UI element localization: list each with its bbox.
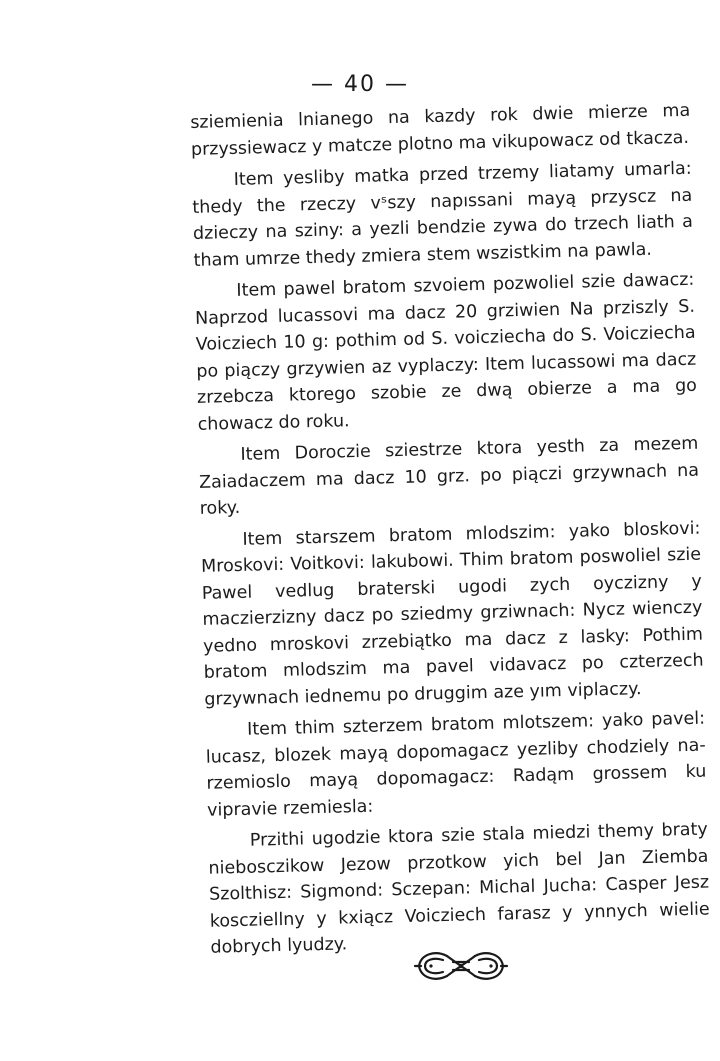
paragraph: Item thim szterzem bratom mlotszem: yako pavel: lucasz, blozek mayą dopomagacz yezliby chodziely narzemioslo mayą dopomagacz: Radąm grossem ku vipravie rzemiesla: xyxy=(205,708,707,821)
body-text xyxy=(190,98,711,966)
paragraph: Item yesliby matka przed trzemy liatamy umarla: thedy the rzeczy vˢszy napıssani mayą przyscz na dzieczy na sziny: a yezli bendzie zywa do trzech liath a tham umrze thedy zmiera stem wszistkim na pawla. xyxy=(192,158,694,271)
page-number: — 40 — xyxy=(311,72,409,97)
paragraph: Item starszem bratom mlodszim: yako bloskovi: Mroskovi: Voitkovi: lakubowi. Thim bratom poswoliel szie Pawel vedlug braterski ugodi zych oyczizny y maczierzizny dacz po sziedmy grziwnach: Nycz wienczy yedno mroskovi zrzebiątko ma dacz z lasky: Pothim bratom mlodszim ma pavel vidavacz po czterzech grzywnach iednemu po druggim aze yım viplaczy. xyxy=(200,518,704,710)
paragraph: sziemienia lnianego na kazdy rok dwie mierze ma przyssiewacz y matcze plotno ma vikupowacz od tkacza. xyxy=(190,100,691,160)
paragraph: Item Doroczie sziestrze ktora yesth za mezem Zaiadaczem ma dacz 10 grz. po piączi grzywnach na roky. xyxy=(198,433,700,519)
decorative-knot-ornament-icon xyxy=(413,948,509,984)
paragraph: Przithi ugodzie ktora szie stala miedzi themy braty niebosczikow Jezow przotkow yich bel Jan Ziemba Szolthisz: Sigmond: Sczepan: Michal Jucha: Casper Jesz koscziellny y kxiącz Voicziech farasz y ynnych wielie dobrych lyudzy. xyxy=(208,819,710,958)
paragraph: Item pawel bratom szvoiem pozwoliel szie dawacz: Naprzod lucassovi ma dacz 20 grziwien Na prziszly S. Voicziech 10 g: pothim od S. voicziecha do S. Voicziecha po piączy grzywien az vyplaczy: Item lucassowi ma dacz zrzebcza ktorego szobie ze dwą obierze a ma go chowacz do roku. xyxy=(194,269,698,435)
